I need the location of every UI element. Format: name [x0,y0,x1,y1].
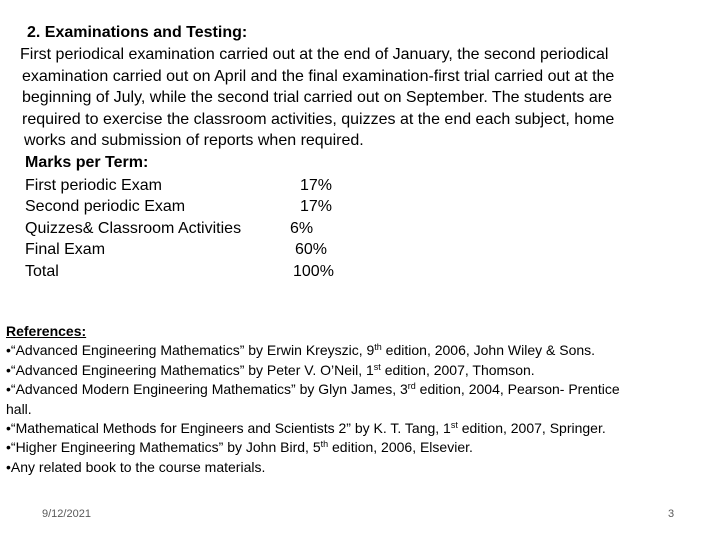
reference-item-continued: hall. [6,400,32,417]
marks-label: Final Exam [25,241,106,258]
marks-value: 60% [295,241,328,258]
description-line: examination carried out on April and the final examination-first trial carried out at the [22,67,615,85]
description-line: beginning of July, while the second trial carried out on September. The students are [22,89,612,106]
marks-label: Second periodic Exam [25,198,186,215]
reference-item: •“Advanced Engineering Mathematics” by Erwin Kreyszic, 9th edition, 2006, John Wiley & Sons. [6,342,596,359]
reference-item: •“Higher Engineering Mathematics” by John Bird, 5th edition, 2006, Elsevier. [6,439,473,456]
section-heading: 2. Examinations and Testing: [27,24,248,41]
reference-item: •“Advanced Modern Engineering Mathematics” by Glyn James, 3rd edition, 2004, Pearson- Prentice [6,381,620,398]
marks-label: First periodic Exam [25,177,162,194]
reference-item: •“Mathematical Methods for Engineers and Scientists 2” by K. T. Tang, 1st edition, 2007, Springer. [6,420,606,437]
footer-date: 9/12/2021 [42,508,91,520]
page-number: 3 [668,508,675,520]
references-heading: References: [6,323,87,339]
marks-label: Total [25,263,59,280]
marks-value: 17% [300,198,333,215]
references-section [6,322,714,477]
reference-item: •Any related book to the course materials. [6,458,266,475]
description-line: works and submission of reports when required. [24,132,364,149]
marks-value: 100% [293,263,334,280]
exam-description [20,44,696,152]
marks-label: Quizzes& Classroom Activities [25,220,242,237]
marks-value: 17% [300,177,333,194]
marks-value: 6% [290,220,314,237]
description-line: required to exercise the classroom activities, quizzes at the end each subject, home [22,110,615,128]
description-line: First periodical examination carried out at the end of January, the second periodical [20,46,609,63]
reference-item: •“Advanced Engineering Mathematics” by Peter V. O’Neil, 1st edition, 2007, Thomson. [6,361,535,378]
marks-heading: Marks per Term: [25,154,149,171]
